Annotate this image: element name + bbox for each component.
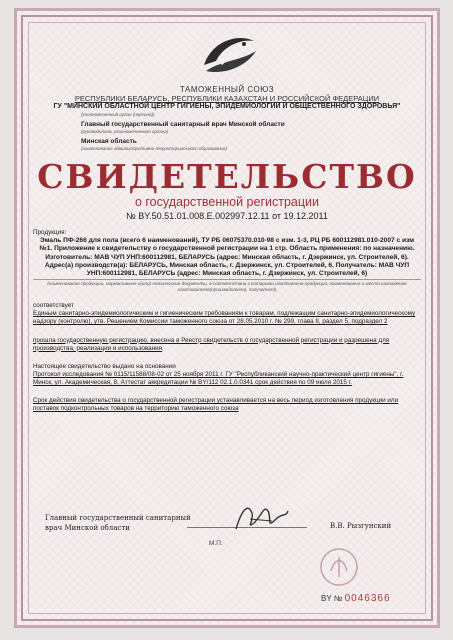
position-line-1: Главный государственный санитарный [45,514,191,522]
issuer-name: ГУ "МИНСКИЙ ОБЛАСТНОЙ ЦЕНТР ГИГИЕНЫ, ЭПИДЕМИОЛОГИИ И ОБЩЕСТВЕННОГО ЗДОРОВЬЯ" [53,103,401,110]
stamp-icon [317,547,361,587]
region-name: Минская область [81,138,137,145]
product-label: Продукция: [33,229,67,236]
customs-union-heading: ТАМОЖЕННЫЙ СОЮЗ [179,85,275,94]
issuer-caption: (уполномоченный орган (персона)) [81,112,155,117]
republics-line: РЕСПУБЛИКИ БЕЛАРУСЬ, РЕСПУБЛИКИ КАЗАХСТАН И РОССИЙСКОЙ ФЕДЕРАЦИИ [74,94,380,103]
position-line-2: врач Минской области [45,524,130,532]
document-subtitle: о государственной регистрации [134,195,320,209]
registration-number [17,211,437,221]
official-caption: (руководитель уполномоченного органа) [81,129,169,134]
seal-placeholder: М.П. [209,540,223,547]
compliance-label: соответствует [33,302,74,310]
document-title: СВИДЕТЕЛЬСТВО [37,157,417,196]
serial-number-label: № [333,594,343,603]
serial-number [321,593,391,604]
compliance-text: Единым санитарно-эпидемиологическим и гигиеническим требованиям к товарам, подлежащим санитарно-эпидемиологическому надзору (контролю), утв. Решением Комиссии таможенного союза от 28.05.2010 г. № 299, глава II, раздел 5, подраздел 2 [33,310,416,326]
signature-mark [232,499,292,535]
certificate-body [33,229,421,413]
validity-text: Срок действия свидетельства о государственной регистрации устанавливается на весь период изготовления продукции или поставок подконтрольных товаров на территорию таможенного союза [33,397,399,413]
product-text: Эмаль ПФ-266 для пола (всего 6 наименований), ТУ РБ 06075370.010-98 с изм. 1-3, РЦ РБ 600112981.010-2007 с изм №1. Приложение к свидетельству о государственной регистрации на 1 стр. Область применения: по назначению. Изготовитель: МАВ ЧУП УНП:600112981, БЕЛАРУСЬ (адрес: Минская область, г. Дзержинск, ул. Строителей, 6). Адрес(а) производств(а): БЕЛАРУСЬ, Минская область, г. Дзержинск, ул. Строителей, 6. Получатель: МАВ ЧУП УНП:600112981, БЕЛАРУСЬ (адрес: Минская область, г. Дзержинск, ул. Строителей, 6) [39,237,415,277]
basis-text: Протокол исследования № 0115/11588/08-02 от 25 ноября 2011 г. ГУ "Республиканский научно-практический центр гигиены", г. Минск, ул. Академическая, 8. Аттестат аккредитации № BY/112 02.1.0.0341 срок действия по 09 июля 2015 г. [33,370,404,386]
region-caption: (наименование административно-территориального образования) [81,146,227,151]
date-prefix: от [272,211,281,221]
registration-text: прошла государственную регистрацию, внесена в Реестр свидетельств о государственной регистрации и разрешена для производства, реализации и использования [33,336,390,352]
number-value: BY.50.51.01.008.Е.002997.12.11 [138,211,270,221]
signatory-name: В.В. Рызгунский [330,522,392,530]
issue-date: 19.12.2011 [283,211,328,221]
product-caption: (наименование продукции, нормативные и(или) технические документы, в соответствии с которыми изготовлена продукция, наименование и место нахождения изготовителя(производителя), получателя) [33,279,421,292]
certificate-sheet [14,8,440,628]
official-title: Главный государственный санитарный врач Минской области [81,121,285,128]
serial-value: 0046366 [344,593,391,604]
signatory-position [45,513,191,533]
emblem-icon [198,31,260,81]
number-label: № [126,211,136,221]
serial-prefix: BY [321,594,332,603]
basis-label: Настоящее свидетельство выдано на основании [33,362,176,370]
